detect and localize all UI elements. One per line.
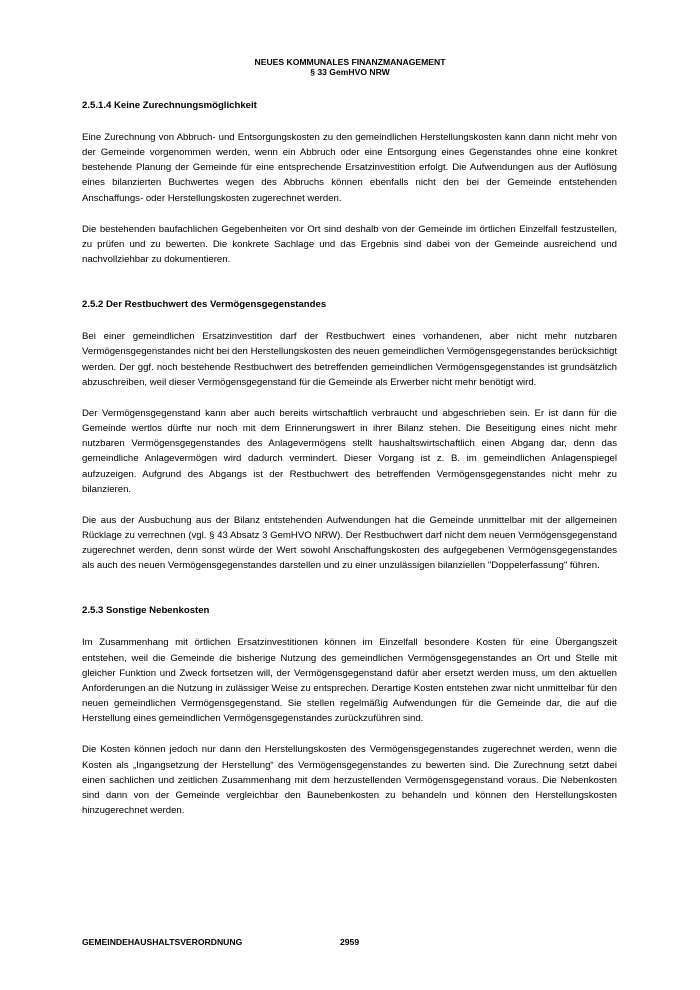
paragraph: Eine Zurechnung von Abbruch- und Entsorgungskosten zu den gemeindlichen Herstellungskosten kann dann nicht mehr von der Gemeinde vorgenommen werden, wenn ein Abbruch oder eine Entsorgung eines Gegenstandes ohne eine konkret bestehende Planung der Gemeinde für eine entsprechende Ersatzinvestition erfolgt. Die Aufwendungen aus der Auflösung eines bilanzierten Buchwertes wegen des Abbruchs können ebenfalls nicht den bei der Gemeinde entstehenden Anschaffungs- oder Herstellungskosten zugerechnet werden. [82,132,617,204]
page-header [0,57,700,77]
header-subtitle: § 33 GemHVO NRW [310,67,390,77]
footer-title: GEMEINDEHAUSHALTSVERORDNUNG [82,937,243,947]
paragraph: Die Kosten können jedoch nur dann den Herstellungskosten des Vermögensgegenstandes zugerechnet werden, wenn die Kosten als „Ingangsetzung der Herstellung“ des Vermögensgegenstandes zu bewerten sind. Die Zurechnung setzt dabei einen sachlichen und zeitlichen Zusammenhang mit dem herzustellenden Vermögensgegenstand voraus. Die Nebenkosten sind dann von der Gemeinde vergleichbar den Baunebenkosten zu behandeln und können den Herstellungskosten hinzugerechnet werden. [82,744,617,816]
section-heading: 2.5.2 Der Restbuchwert des Vermögensgegenstandes [82,299,327,311]
section-heading: 2.5.1.4 Keine Zurechnungsmöglichkeit [82,100,257,111]
header-title: NEUES KOMMUNALES FINANZMANAGEMENT [254,57,446,67]
paragraph: Die bestehenden baufachlichen Gegebenheiten vor Ort sind deshalb von der Gemeinde im örtlichen Einzelfall festzustellen, zu prüfen und zu bewerten. Die konkrete Sachlage und das Ergebnis sind dabei von der Gemeinde ausreichend und nachvollziehbar zu dokumentieren. [82,223,617,266]
page-number: 2959 [340,937,360,947]
section-heading: 2.5.3 Sonstige Nebenkosten [82,605,210,617]
paragraph: Bei einer gemeindlichen Ersatzinvestition darf der Restbuchwert eines vorhandenen, aber nicht mehr nutzbaren Vermögensgegenstandes nicht bei den Herstellungskosten des neuen gemeindlichen Vermögensgegenstandes berücksichtigt werden. Der ggf. noch bestehende Restbuchwert des betreffenden gemeindlichen Vermögensgegenstandes ist grundsätzlich abzuschreiben, weil dieser Vermögensgegenstand für die Gemeinde als Erwerber nicht mehr benötigt wird. [82,331,617,388]
paragraph: Im Zusammenhang mit örtlichen Ersatzinvestitionen können im Einzelfall besondere Kosten für eine Übergangszeit entstehen, weil die Gemeinde die bisherige Nutzung des gemeindlichen Vermögensgegenstandes an Ort und Stelle mit gleicher Funktion und Zweck fortsetzen will, der Vermögensgegenstand dafür aber ersetzt werden muss, um den aktuellen Anforderungen an die Nutzung in zulässiger Weise zu entsprechen. Derartige Kosten entstehen zwar nicht unmittelbar für den neuen gemeindlichen Vermögensgegenstand. Sie stellen regelmäßig Aufwendungen für die Gemeinde dar, die auf die Herstellung eines gemeindlichen Vermögensgegenstandes zurückzuführen sind. [82,637,617,725]
page-content [82,99,617,818]
paragraph: Die aus der Ausbuchung aus der Bilanz entstehenden Aufwendungen hat die Gemeinde unmittelbar mit der allgemeinen Rücklage zu verrechnen (vgl. § 43 Absatz 3 GemHVO NRW). Der Restbuchwert darf nicht dem neuen Vermögensgegenstand zugerechnet werden, denn sonst würde der Wert sowohl Anschaffungskosten des aufgegebenen Vermögensgegenstandes als auch des neuen Vermögensgegenstandes darstellen und zu einer unzulässigen bilanziellen "Doppelerfassung" führen. [82,514,617,572]
paragraph: Der Vermögensgegenstand kann aber auch bereits wirtschaftlich verbraucht und abgeschrieben sein. Er ist dann für die Gemeinde wertlos dürfte nur noch mit dem Erinnerungswert in ihrer Bilanz stehen. Die Beseitigung eines nicht mehr nutzbaren Vermögensgegenstandes des Anlagevermögens stellt haushaltswirtschaftlich einen Abgang dar, denn das gemeindliche Anlagevermögen wird dadurch vermindert. Dieser Vorgang ist z. B. im gemeindlichen Anlagenspiegel aufzuzeigen. Aufgrund des Abgangs ist der Restbuchwert des betreffenden Vermögensgegenstandes nicht mehr zu bilanzieren. [82,407,617,495]
